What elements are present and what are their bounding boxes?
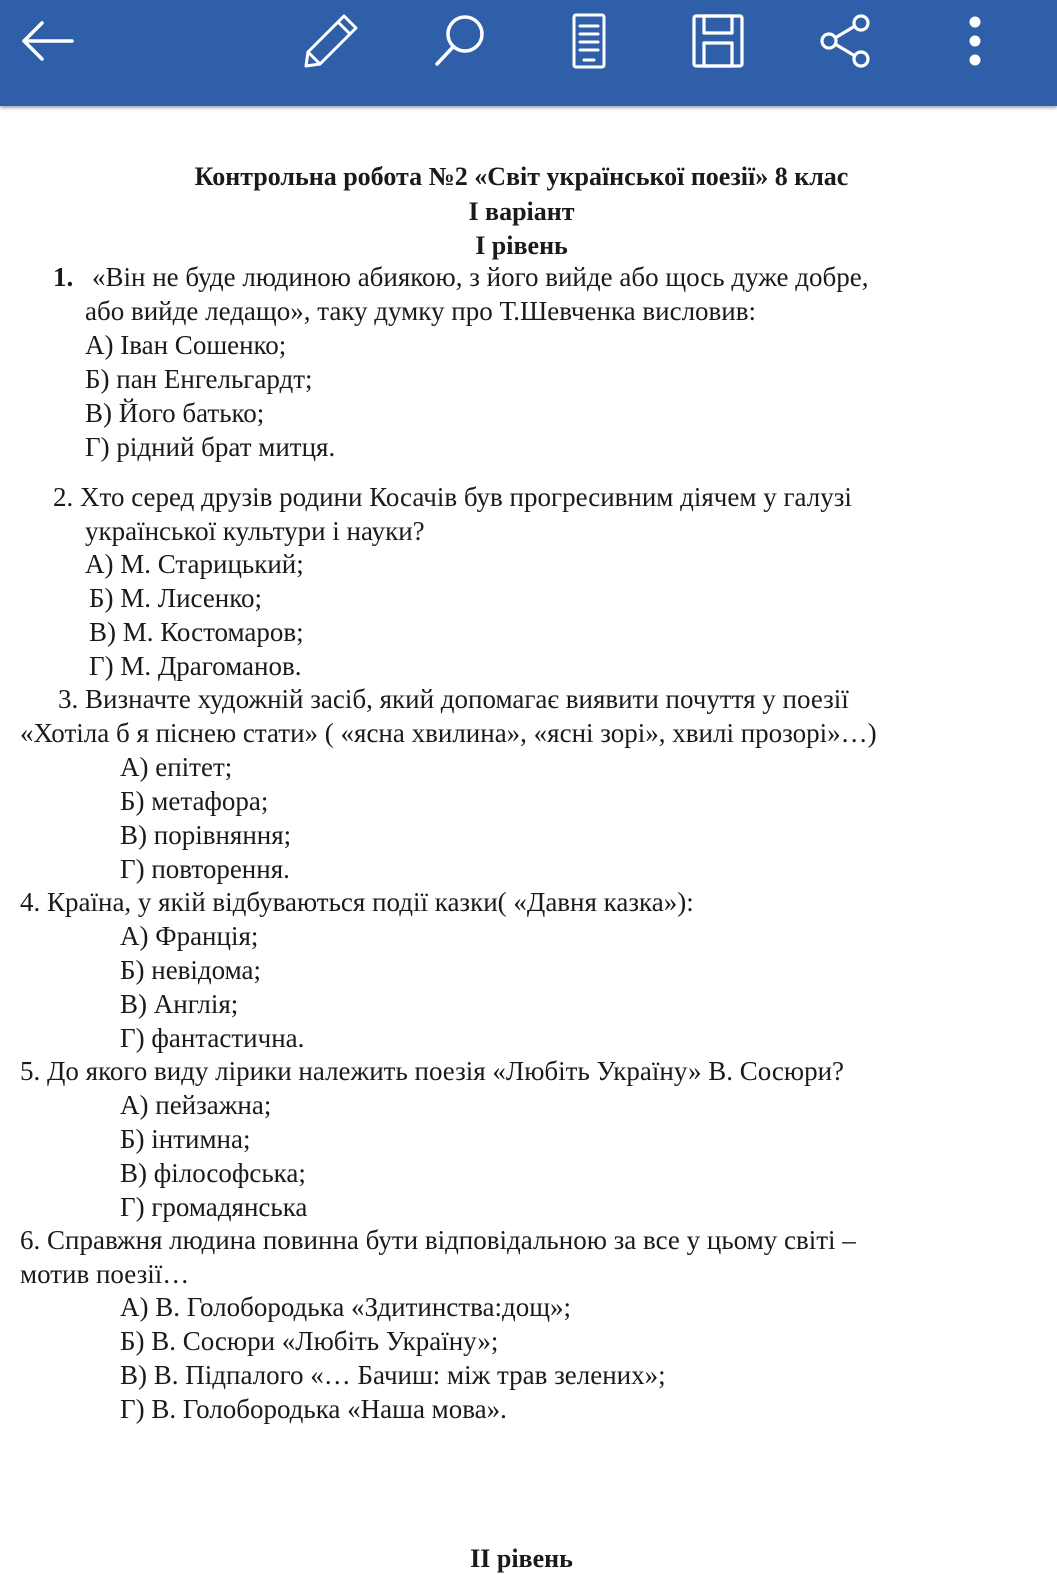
document-title: Контрольна робота №2 «Світ української поезії» 8 клас (194, 162, 849, 191)
answer-option: Г) М. Драгоманов. (89, 651, 302, 681)
answer-option: А) Франція; (120, 921, 259, 951)
level-heading: І рівень (475, 231, 568, 260)
question-text: 4. Країна, у якій відбуваються події казки( «Давня казка»): (20, 887, 694, 917)
variant-heading: І варіант (468, 197, 575, 226)
more-vert-icon (944, 10, 1006, 72)
top-toolbar (0, 0, 1057, 106)
search-button[interactable] (425, 6, 495, 76)
question-text: або вийде ледащо», таку думку про Т.Шевченка висловив: (85, 296, 756, 326)
answer-option: Г) рідний брат митця. (85, 432, 336, 462)
level-heading: ІІ рівень (470, 1544, 573, 1573)
search-icon (429, 10, 491, 72)
question-text: 2. Хто серед друзів родини Косачів був прогресивним діячем у галузі (53, 482, 852, 512)
answer-option: Б) інтимна; (120, 1124, 251, 1154)
question-text: 3. Визначте художній засіб, який допомагає виявити почуття у поезії (58, 684, 849, 714)
answer-option: А) епітет; (120, 752, 233, 782)
answer-option: Б) пан Енгельгардт; (85, 364, 313, 394)
question-number: 1. (53, 262, 74, 292)
question-text: 5. До якого виду лірики належить поезія «Любіть Україну» В. Сосюри? (20, 1056, 845, 1086)
reader-mode-icon (558, 10, 620, 72)
answer-option: В) М. Костомаров; (89, 617, 304, 647)
share-icon (815, 10, 877, 72)
question-text: мотив поезії… (20, 1259, 190, 1289)
share-button[interactable] (811, 6, 881, 76)
answer-option: В) порівняння; (120, 820, 292, 850)
answer-option: Б) М. Лисенко; (89, 583, 263, 613)
question-text: української культури і науки? (85, 516, 425, 546)
answer-option: Б) метафора; (120, 786, 269, 816)
answer-option: А) пейзажна; (120, 1090, 272, 1120)
answer-option: А) В. Голобородька «Здитинства:дощ»; (120, 1292, 571, 1322)
answer-option: В) Його батько; (85, 398, 265, 428)
question-text: «Хотіла б я піснею стати» ( «ясна хвилина», «ясні зорі», хвилі прозорі»…) (20, 718, 877, 748)
question-text: «Він не буде людиною абиякою, з його вийде або щось дуже добре, (92, 262, 869, 292)
pencil-icon (300, 10, 362, 72)
answer-option: Г) В. Голобородька «Наша мова». (120, 1394, 507, 1424)
answer-option: А) М. Старицький; (85, 549, 304, 579)
reader-mode-button[interactable] (554, 6, 624, 76)
back-button[interactable] (12, 6, 82, 76)
save-button[interactable] (683, 6, 753, 76)
answer-option: А) Іван Сошенко; (85, 330, 287, 360)
question-text: 6. Справжня людина повинна бути відповідальною за все у цьому світі – (20, 1225, 856, 1255)
answer-option: Г) фантастична. (120, 1023, 305, 1053)
answer-option: Б) невідома; (120, 955, 262, 985)
answer-option: Б) В. Сосюри «Любіть Україну»; (120, 1326, 499, 1356)
save-icon (687, 10, 749, 72)
answer-option: В) Англія; (120, 989, 239, 1019)
answer-option: В) філософська; (120, 1158, 306, 1188)
answer-option: В) В. Підпалого «… Бачиш: між трав зелених»; (120, 1360, 666, 1390)
answer-option: Г) повторення. (120, 854, 290, 884)
answer-option: Г) громадянська (120, 1192, 308, 1222)
more-options-button[interactable] (940, 6, 1010, 76)
edit-button[interactable] (296, 6, 366, 76)
back-arrow-icon (16, 10, 78, 72)
document-page (0, 106, 1057, 1573)
